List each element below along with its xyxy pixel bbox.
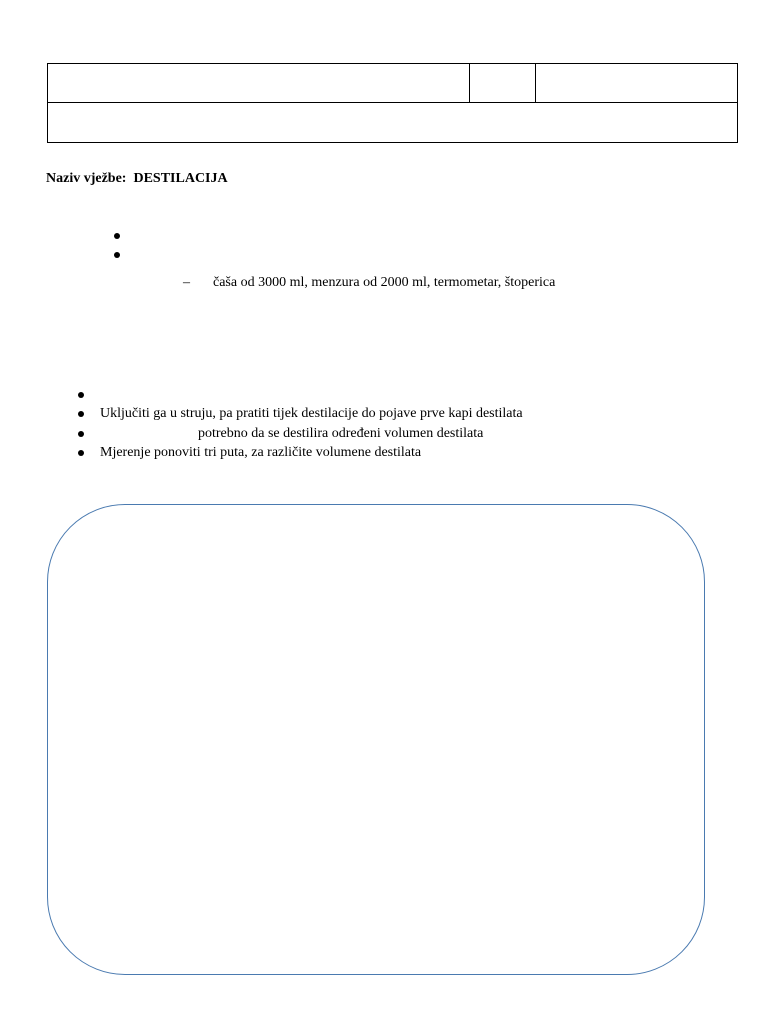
procedure-step-4: Mjerenje ponoviti tri puta, za različite volumene destilata — [100, 445, 422, 460]
procedure-bullet-3 — [78, 431, 84, 437]
procedure-bullet-2 — [78, 411, 84, 417]
header-cell-name — [48, 64, 470, 103]
header-table — [47, 63, 738, 143]
procedure-bullet-4 — [78, 450, 84, 456]
exercise-title-value: DESTILACIJA — [133, 171, 228, 186]
procedure-step-3: potrebno da se destilira određeni volumen destilata — [198, 426, 484, 441]
equipment-item: čaša od 3000 ml, menzura od 2000 ml, termometar, štoperica — [213, 275, 556, 290]
header-cell-class — [470, 64, 536, 103]
header-cell-wide — [48, 103, 738, 143]
equipment-bullet-1 — [114, 233, 120, 239]
procedure-bullet-1 — [78, 392, 84, 398]
drawing-box — [47, 504, 705, 975]
equipment-bullet-2 — [114, 252, 120, 258]
header-cell-date — [536, 64, 738, 103]
exercise-title-label: Naziv vježbe: — [46, 171, 127, 186]
procedure-step-2: Uključiti ga u struju, pa pratiti tijek destilacije do pojave prve kapi destilata — [100, 406, 523, 421]
equipment-dash: – — [183, 275, 190, 290]
exercise-title — [46, 171, 228, 187]
